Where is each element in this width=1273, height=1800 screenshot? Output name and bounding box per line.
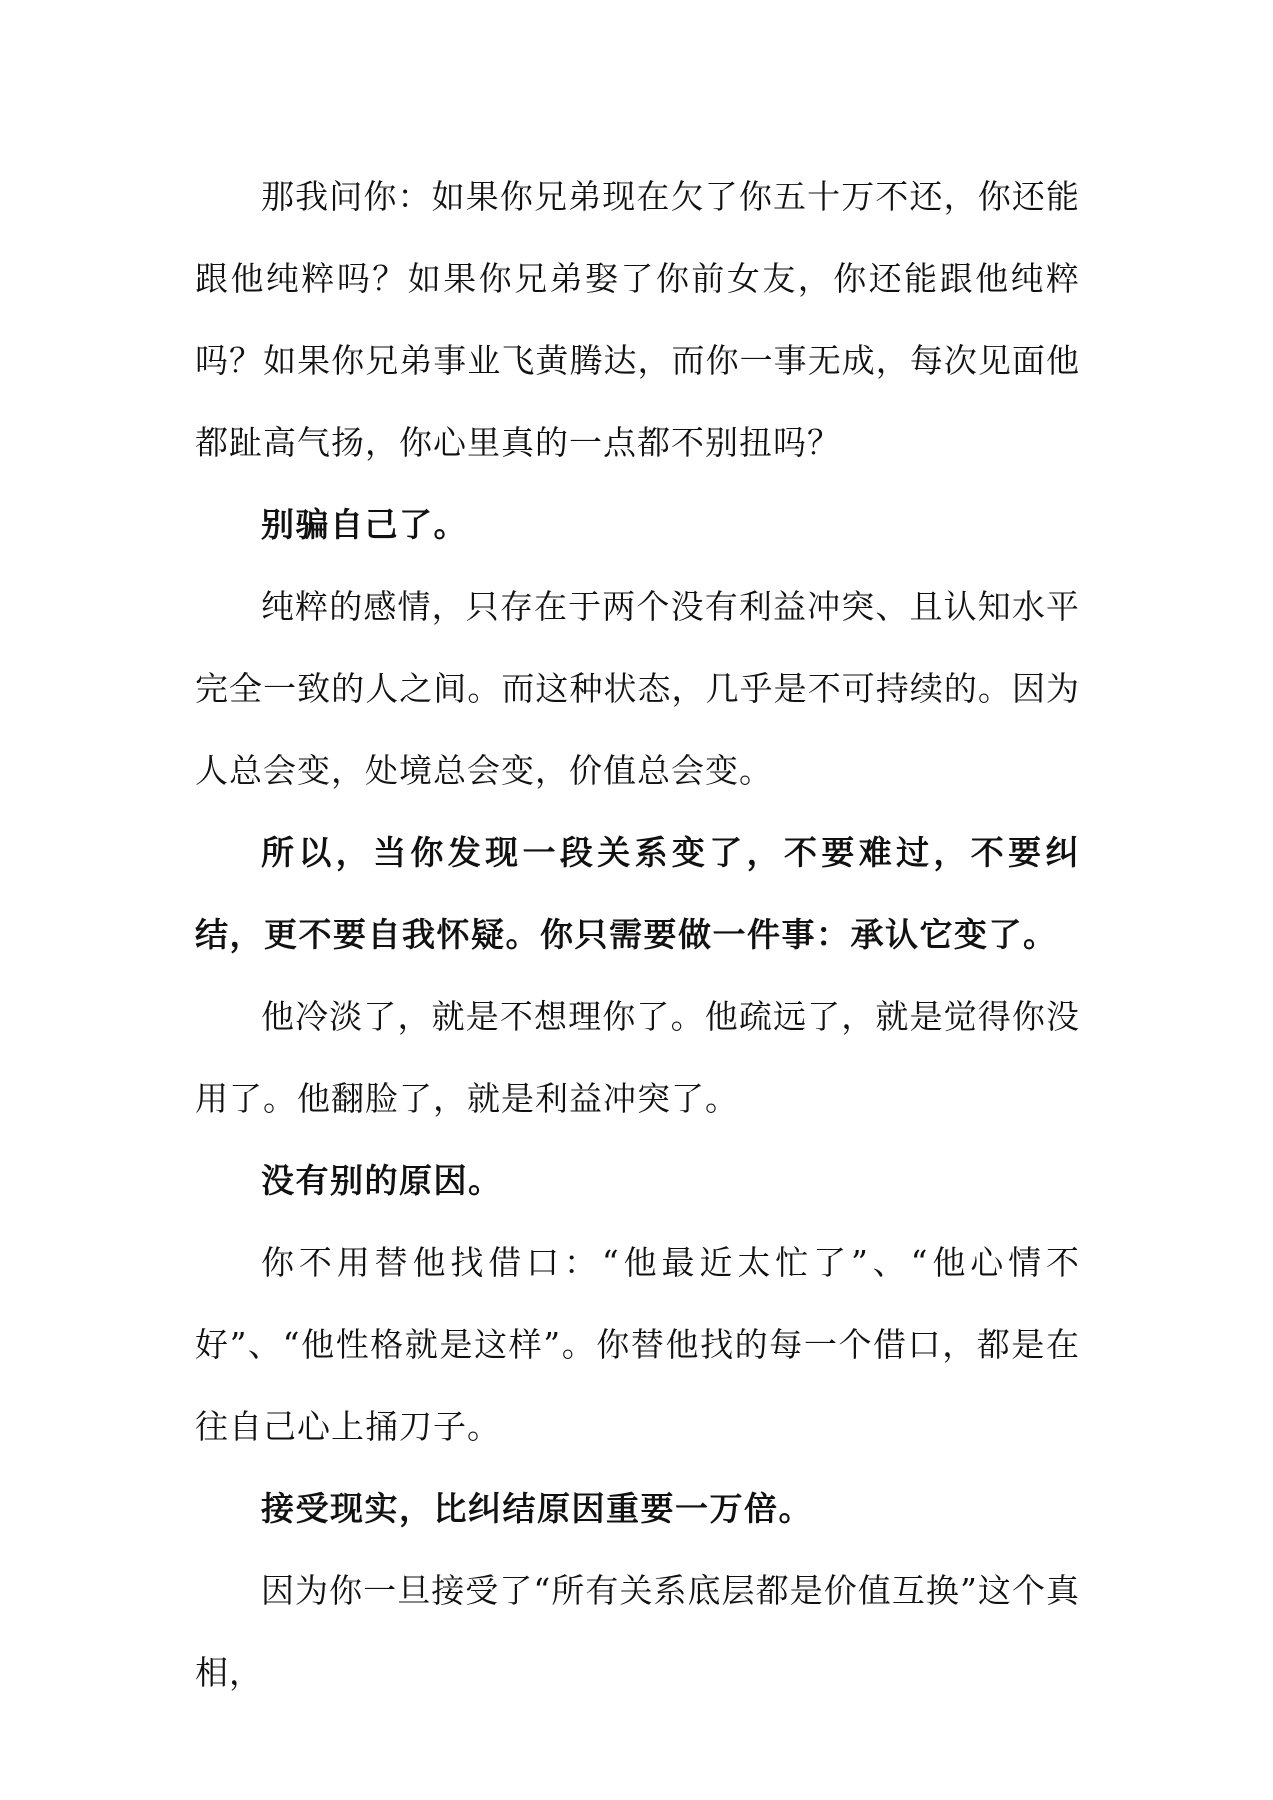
paragraph-7: 你不用替他找借口：“他最近太忙了”、“他心情不好”、“他性格就是这样”。你替他找的每一个借口，都是在往自己心上捅刀子。 [195, 1243, 1080, 1446]
document-body [195, 156, 1080, 1714]
paragraph-1: 那我问你：如果你兄弟现在欠了你五十万不还，你还能跟他纯粹吗？如果你兄弟娶了你前女友，你还能跟他纯粹吗？如果你兄弟事业飞黄腾达，而你一事无成，每次见面他都趾高气扬，你心里真的一点都不别扭吗？ [195, 177, 1080, 462]
paragraph-6-bold: 没有别的原因。 [261, 1161, 503, 1200]
paragraph-3: 纯粹的感情，只存在于两个没有利益冲突、且认知水平完全一致的人之间。而这种状态，几乎是不可持续的。因为人总会变，处境总会变，价值总会变。 [195, 587, 1080, 790]
paragraph-4-bold: 所以，当你发现一段关系变了，不要难过，不要纠结，更不要自我怀疑。你只需要做一件事：承认它变了。 [195, 833, 1080, 954]
paragraph-5: 他冷淡了，就是不想理你了。他疏远了，就是觉得你没用了。他翻脸了，就是利益冲突了。 [195, 997, 1080, 1118]
paragraph-8-bold: 接受现实，比纠结原因重要一万倍。 [261, 1489, 813, 1528]
paragraph-9: 因为你一旦接受了“所有关系底层都是价值互换”这个真相， [195, 1571, 1080, 1692]
paragraph-2-bold: 别骗自己了。 [261, 505, 468, 544]
